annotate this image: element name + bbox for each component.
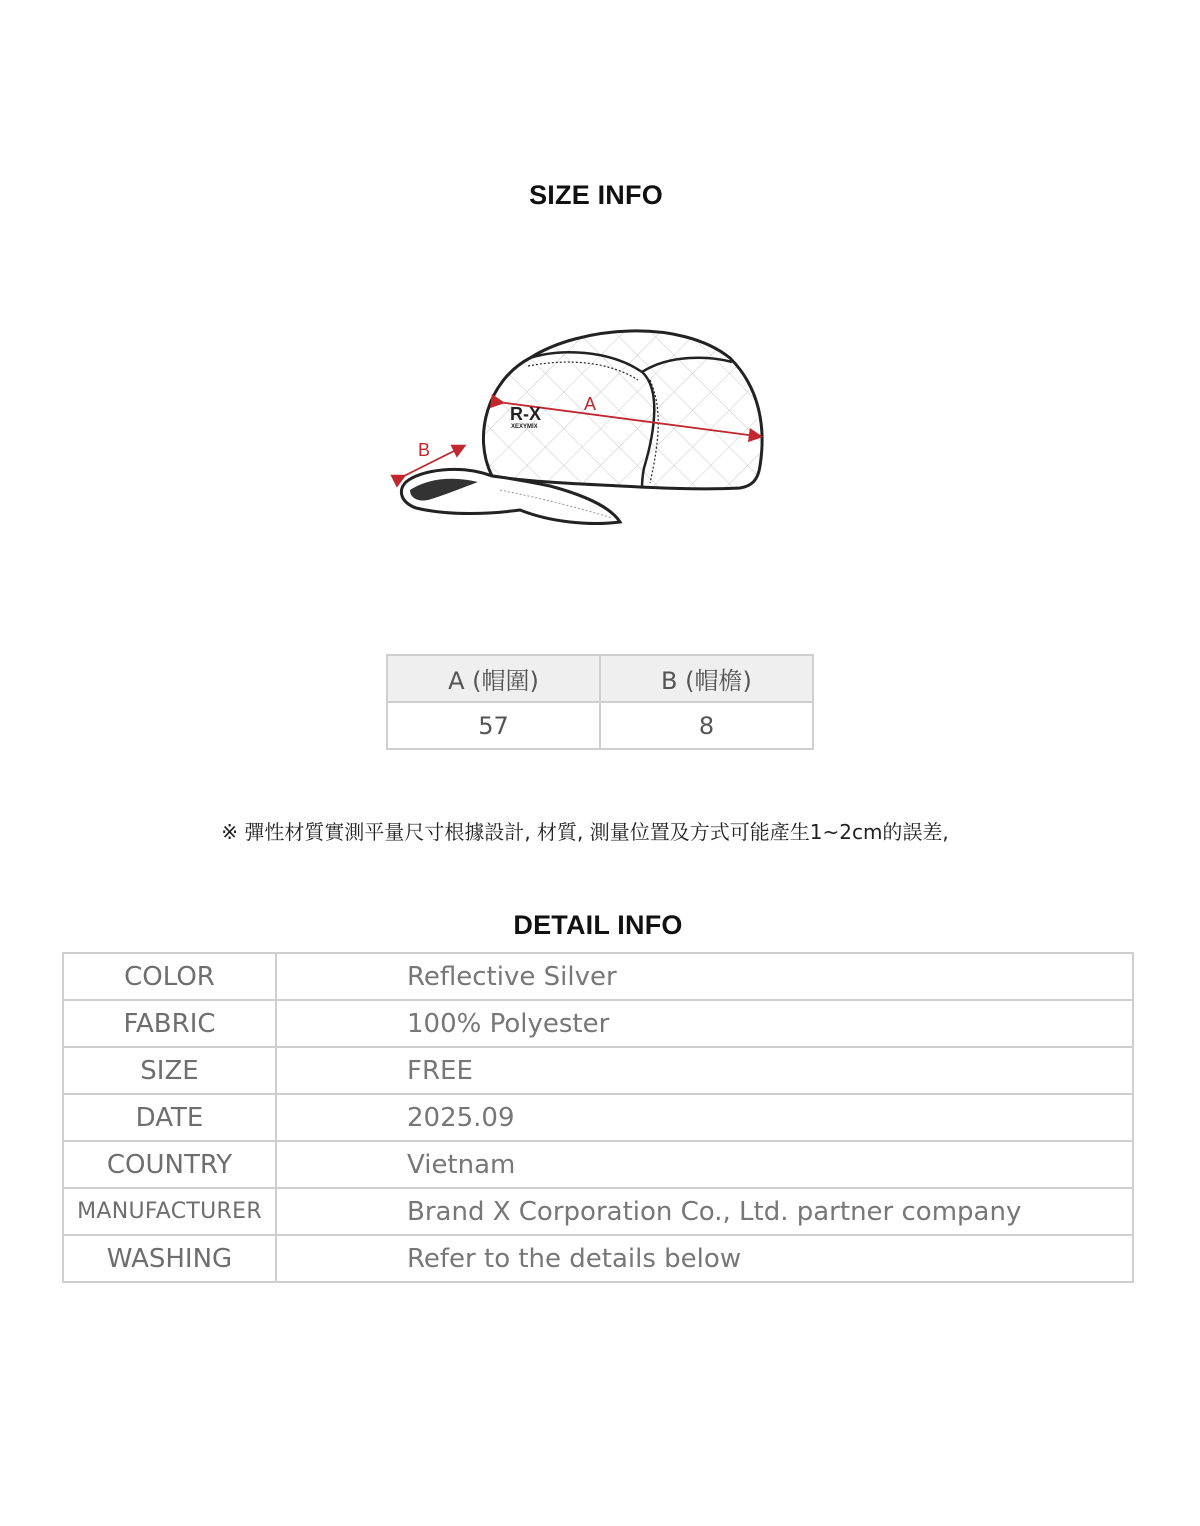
detail-label: COLOR: [63, 953, 276, 1000]
detail-row-color: [63, 953, 1133, 1000]
size-header-b: B (帽檐): [600, 655, 813, 702]
size-table: [386, 654, 814, 750]
detail-info-title: DETAIL INFO: [513, 910, 683, 940]
detail-label: COUNTRY: [63, 1141, 276, 1188]
detail-label: MANUFACTURER: [63, 1188, 276, 1235]
detail-value: Reflective Silver: [276, 953, 1133, 1000]
detail-label: FABRIC: [63, 1000, 276, 1047]
detail-value: Brand X Corporation Co., Ltd. partner company: [276, 1188, 1133, 1235]
cap-diagram: [380, 318, 780, 538]
detail-table: [62, 952, 1134, 1283]
size-table-value-row: [387, 702, 813, 749]
dimension-label-a: A: [584, 394, 597, 414]
measurement-note: ※ 彈性材質實測平量尺寸根據設計, 材質, 測量位置及方式可能產生1~2cm的誤差,: [221, 820, 949, 844]
size-value-a: 57: [387, 702, 600, 749]
detail-label: WASHING: [63, 1235, 276, 1282]
detail-row-country: [63, 1141, 1133, 1188]
detail-value: 2025.09: [276, 1094, 1133, 1141]
detail-value: 100% Polyester: [276, 1000, 1133, 1047]
detail-value: Refer to the details below: [276, 1235, 1133, 1282]
size-value-b: 8: [600, 702, 813, 749]
size-header-a: A (帽圍): [387, 655, 600, 702]
detail-value: FREE: [276, 1047, 1133, 1094]
detail-row-fabric: [63, 1000, 1133, 1047]
detail-row-size: [63, 1047, 1133, 1094]
brand-logo: R-X: [510, 404, 541, 424]
detail-row-date: [63, 1094, 1133, 1141]
brand-logo-subtext: XEXYMIX: [511, 424, 538, 430]
detail-label: SIZE: [63, 1047, 276, 1094]
cap-illustration: [380, 318, 780, 538]
detail-value: Vietnam: [276, 1141, 1133, 1188]
dimension-label-b: B: [418, 440, 431, 460]
size-info-title: SIZE INFO: [529, 180, 663, 210]
detail-row-washing: [63, 1235, 1133, 1282]
size-table-header-row: [387, 655, 813, 702]
detail-row-manufacturer: [63, 1188, 1133, 1235]
detail-label: DATE: [63, 1094, 276, 1141]
